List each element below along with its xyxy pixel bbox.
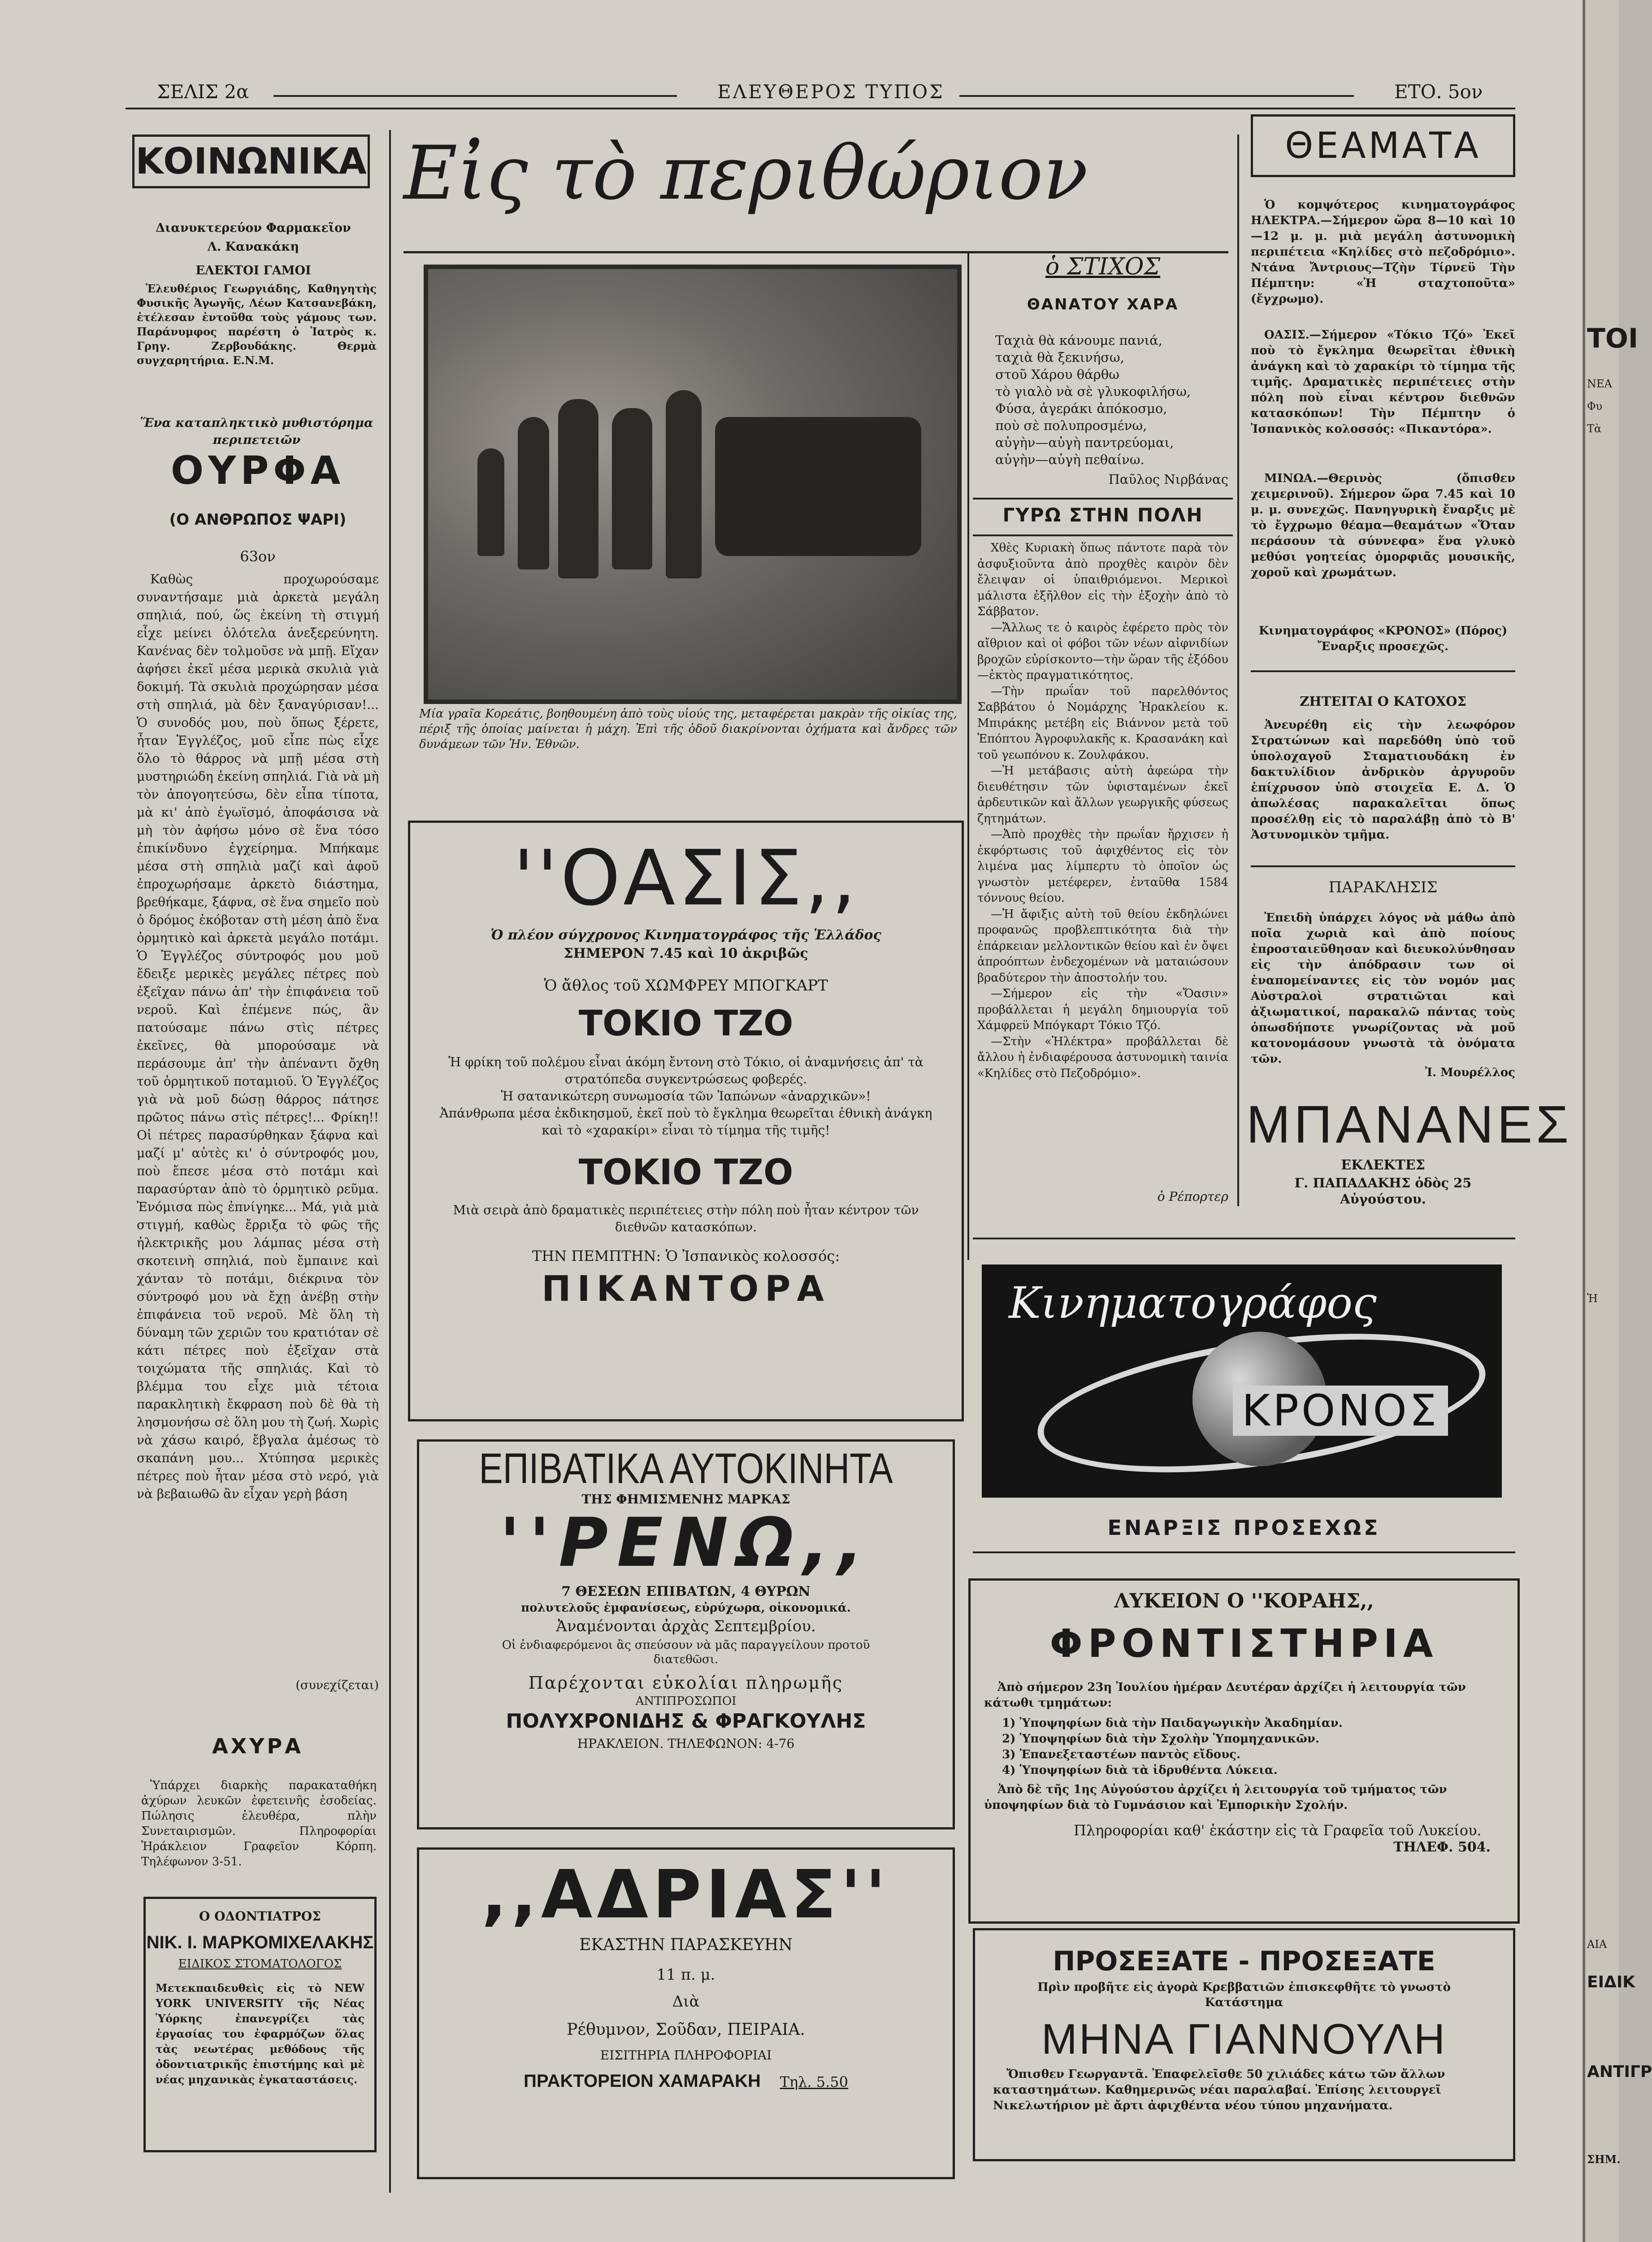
kronos-bottom-rule <box>973 1551 1515 1553</box>
owner-wanted-text: Ἀνευρέθη εἰς τὴν λεωφόρον Στρατώνων καὶ παρεδόθη ὑπὸ τοῦ ὑπολοχαγοῦ Σταματιουδάκη ἐν δακτυλίδιον ἀνδρικὸν ἀργυροῦν ἐπίχρυσον ὑπὸ στοιχεῖα Ε. Δ. Ὁ ἀπωλέσας παρακαλεῖται ὅπως προσέλθῃ εἰς τὸ παραλάβῃ ἀπὸ τὸ Β' Ἀστυνομικὸν τμῆμα. <box>1251 718 1515 842</box>
reno-subtitle: ΤΗΣ ΦΗΜΙΣΜΕΝΗΣ ΜΑΡΚΑΣ <box>581 1492 790 1507</box>
poem-line: ποὺ σὲ πολυπροσμένω, <box>995 418 1147 433</box>
newspaper-name: ΕΛΕΥΘΕΡΟΣ ΤΥΠΟΣ <box>717 81 945 103</box>
next-page-fragment: ΕΙΔΙΚ <box>1587 1973 1635 1991</box>
koraes-august: Ἀπὸ δὲ τῆς 1ης Αὐγούστου ἀρχίζει ἡ λειτουργία τοῦ τμήματος τῶν ὑποψηφίων διὰ τὸ Γυμνάσιον καὶ Ἐμπορικὴν Σχολήν. <box>984 1783 1447 1812</box>
oasis-desc-1: Ἡ φρίκη τοῦ πολέμου εἶναι ἀκόμη ἔντονη στὸ Τόκιο, οἱ ἀναμνήσεις ἀπ' τὰ στρατόπεδα συγκεντρώσεως φοβερές. <box>448 1055 924 1086</box>
header-rule-right <box>959 95 1354 97</box>
oasis-desc-3: Ἀπάνθρωπα μέσα ἐκδικησμοῦ, ἐκεῖ ποὺ τὸ ἔγκλημα θεωρεῖται ἐθνικὴ ἀνάγκη καὶ τὸ «χαρακίρι» εἶναι τὸ τίμημα τῆς τιμῆς! <box>439 1106 932 1138</box>
next-page-fragment: ΑΙΑ <box>1587 1938 1607 1951</box>
dentist-text: Μετεκπαιδευθεὶς εἰς τὸ NEW YORK UNIVERSITY τῆς Νέας Ὑόρκης ἐπανεγρίζει τὰς ἐργασίας του ἐφαρμόζων ὅλας τὰς νεωτέρας μεθόδους τῆς ὀδοντιατρικῆς ἐπιστήμης καὶ μὲ νέας μηχανικὰς ἐγκαταστάσεις. <box>156 1981 364 2086</box>
oasis-cast: Ὁ ἄθλος τοῦ ΧΩΜΦΡΕΥ ΜΠΟΓΚΑΡΤ <box>544 977 828 995</box>
city-news-paragraph: —Ἄλλως τε ὁ καιρὸς ἐφέρετο πρὸς τὸν αἴθριον καὶ οἱ φόβοι τῶν νέων αἰφνιδίων βροχῶν εὐρίσκοντο—τὴν ὥραν τῆς ἐξόδου—ἐκτὸς πραγματικότητος. <box>977 621 1228 682</box>
koraes-item: 3) Ἐπανεξεταστέων παντὸς εἴδους. <box>1002 1748 1240 1761</box>
kronos-script: Κινηματογράφος <box>1009 1278 1377 1328</box>
novel-part: 63ον <box>240 548 276 565</box>
novel-subtitle: (Ο ΑΝΘΡΩΠΟΣ ΨΑΡΙ) <box>169 511 347 529</box>
city-news-author: ὁ Ρέπορτερ <box>1157 1189 1228 1204</box>
reno-cars-ad <box>417 1439 955 1829</box>
next-page-edge <box>1583 0 1652 2242</box>
right-rule-1 <box>1251 670 1515 672</box>
request-text: Ἐπειδὴ ὑπάρχει λόγος νὰ μάθω ἀπὸ ποῖα χωριὰ καὶ ἀπὸ ποίους ἐπροσταιεῦθησαν καὶ διευκολύνθησαν εἰς τὴν ἀπόδρασιν των οἱ ἐναπομείναντες εἰς τὸν νομόν μας Αὐστραλοὶ στρατιῶται καὶ ἀξιωματικοί, παρακαλῶ πάντας τοὺς ὁπωσδήποτε γνωρίζοντας νὰ μοῦ κατονομάσουν γνωστὰ τὰ ὀνόματα τῶν. <box>1251 911 1515 1066</box>
reno-title: ΕΠΙΒΑΤΙΚΑ ΑΥΤΟΚΙΝΗΤΑ <box>479 1444 893 1492</box>
adrias-ship-name: ,,ΑΔΡΙΑΣ'' <box>481 1856 890 1933</box>
photo-figure-4 <box>612 408 652 569</box>
beds-subtitle: Πρὶν προβῆτε εἰς ἀγορὰ Κρεββατιῶν ἐπισκεφθῆτε τὸ γνωστὸ Κατάστημα <box>1037 1981 1451 2009</box>
reno-desc: πολυτελοῦς ἐμφανίσεως, εὐρύχωρα, οἰκονομικά. <box>521 1601 851 1615</box>
straw-title: ΑΧΥΡΑ <box>212 1734 304 1758</box>
beds-text: Ὄπισθεν Γεωργαντᾶ. Ἐπαφελεῖσθε 50 χιλιάδες κάτω τῶν ἄλλων καταστημάτων. Καθημερινῶς νέαι παραλαβαί. Ἐπίσης λειτουργεῖ Νικελωτήριον μὲ ἄρτι ἀφιχθέντα νέου τύπου μηχανήματα. <box>993 2068 1445 2112</box>
next-page-fragment: ΤΟΙ <box>1587 323 1639 354</box>
volume-year: ΕΤΟ. 5ον <box>1394 81 1483 103</box>
city-news-text <box>977 540 1228 1082</box>
poem-lines <box>995 332 1228 468</box>
pharmacy-name: Λ. Κανακάκη <box>207 240 299 254</box>
straw-text: Ὑπάρχει διαρκὴς παρακαταθήκη ἀχύρων λευκῶν ἐφετεινῆς ἐσοδείας. Πώλησις ἐλευθέρα, πλὴν Συνεταιρισμῶν. Πληροφορίαι Ἡράκλειον Γραφεῖον Κόρπη. Τηλέφωνον 3-51. <box>141 1779 377 1868</box>
koraes-intro: Ἀπὸ σήμερον 23η Ἰουλίου ἡμέραν Δευτέραν ἀρχίζει ἡ λειτουργία τῶν κάτωθι τμημάτων: <box>984 1681 1466 1710</box>
beds-title: ΠΡΟΣΕΞΑΤΕ - ΠΡΟΣΕΞΑΤΕ <box>1053 1946 1435 1977</box>
oasis-film-title-2: ΤΟΚΙΟ ΤΖΟ <box>578 1152 793 1193</box>
novel-text: Καθὼς προχωρούσαμε συναντήσαμε μιὰ ἀρκετὰ μεγάλη σπηλιά, πού, ὥς ἐκείνη τὴ στιγμή εἶχε μείνει ὁλότελα ἀνεξερεύνητη. Κανένας δὲν τολμοῦσε νὰ μπῇ. Εἴχαν ἀφήσει ἐκεῖ μέσα μερικὰ σκυλιὰ γιὰ δοκιμή. Τὰ σκυλιὰ προχώρησαν μέσα στὴ σπηλιά, μὰ δὲν ξαναγύρισαν!... Ὁ συνοδός μου, ποὺ ὅπως ξέρετε, ἦταν Ἐγγλέζος, μοῦ εἶπε πὼς εἶχε ὅλο τὸ θάρρος νὰ μπῇ μέσα στὴ μυστηριώδη ἐκείνη σπηλιά. Γιὰ νὰ μὴ τὸν ἀπογοητεύσω, δὲν εἶπα τίποτα, μὰ κι' ἀπὸ ἐγωϊσμό, ἀποφάσισα νὰ μὴ τὸν ἀφήσω μόνο σὲ ἕνα τόσο ἐπικίνδυνο ἐγχείρημα. Μπήκαμε μέσα στὴ σπηλιὰ μαζί καὶ ἀφοῦ ἐπροχωρήσαμε ἀρκετὸ διάστημα, βρεθήκαμε, ξάφνα, σὲ ἕνα σημεῖο ποὺ ὁ δρόμος ἐκόβοταν στὴ μέση ἀπὸ ἕνα ὁρμητικὸ καὶ ἀρκετὰ μεγάλο ποτάμι. Ὁ Ἐγγλέζος σύντροφός μου μοῦ ἔδειξε μερικὲς μεγάλες πέτρες ποὺ ἐξεῖχαν πάνω ἀπ' τὴν ἐπιφάνεια τοῦ νεροῦ. Καὶ ἐπέμενε πώς, ἂν πατούσαμε πάνω στὶς πέτρες ἐκεῖνες, θὰ μπορούσαμε νὰ περάσουμε ἀπ' τὴν ἀπέναντι ὄχθη τοῦ ὁρμητικοῦ ποταμιοῦ. Ὁ Ἐγγλέζος γιὰ νὰ μοῦ δώσῃ θάρρος πάτησε πρῶτος πάνω στὶς πέτρες!... Φρίκη!! Οἱ πέτρες παρασύρθηκαν ξάφνα καὶ μαζί μ' αὐτὲς κι' ὁ σύντροφός μου, ποὺ ἔπεσε μέσα στὸ ποτάμι καὶ παρασύρταν ἀπὸ τὸ ὁρμητικὸ ρεῦμα. Ἐνόμισα πὼς ἐπνίγηκε... Μά, γιὰ μιὰ στιγμή, καθὼς ἔρριξα τὸ φῶς τῆς ἠλεκτρικῆς μου λάμπας μέσα στὴ σκοτεινὴ σπηλιά, ποὺ ἔμπαινε καὶ χάνταν τὸ ποτάμι, διέκρινα τὸν σύντροφό μου νὰ ἔχῃ ἀνέβῃ στὴν ἐπιφάνεια τοῦ νεροῦ. Μὲ ὅλη τὴ δύναμη τῶν χεριῶν του κρατιόταν σὲ κάτι πέτρες ποὺ ἐξεῖχαν στὰ τοιχώματα τῆς σπηλιάς. Καὶ τὸ βλέμμα του εἶχε μιὰ τέτοια παρακλητικὴ ἔκφραση ποὺ δὲ θὰ τὴ λησμονήσω σὲ ὅλη μου τὴ ζωή. Χωρὶς νὰ χάσω καιρό, ἔβγαλα ἀμέσως τὸ σκαπάνη μου... Χτύπησα μερικὲς πέτρες ποὺ ἦταν μέσα στὸ νερό, γιὰ νὰ βεβαιωθῶ ἂν εἶχαν γερὴ βάση <box>137 572 379 1501</box>
kronos-name: ΚΡΟΝΟΣ <box>1233 1386 1448 1436</box>
request-title: ΠΑΡΑΚΛΗΣΙΣ <box>1328 878 1438 896</box>
reno-payment: Παρέχονται εὐκολίαι πληρωμῆς <box>528 1673 844 1693</box>
electra-listing: Ὁ κομψότερος κινηματογράφος ΗΛΕΚΤΡΑ.—Σήμερον ὥρα 8—10 καὶ 10—12 μ. μ. μιὰ μεγάλη ἀστυνομικὴ περιπέτεια «Κηλίδες στὸ πεζοδρόμιο». Ντάνα Ἄντριους—Τζὴν Τίρνεϋ Τὴν Πέμπτην: «Ἡ σταχτοποῦτα» (ἔγχρωμο). <box>1251 198 1515 306</box>
request-signature: Ἰ. Μουρέλλος <box>1425 1066 1515 1079</box>
adrias-phone: Τηλ. 5.50 <box>780 2073 849 2090</box>
banana-subtitle: ΕΚΛΕΚΤΕΣ <box>1341 1157 1425 1173</box>
oasis-film-title: ΤΟΚΙΟ ΤΖΟ <box>578 1004 793 1044</box>
city-news-paragraph: Χθὲς Κυριακὴ ὅπως πάντοτε παρὰ τὸν ἀσφυξιοῦντα ἀπὸ προχθὲς καιρὸν δὲν ἔλειψαν οἱ ὑπαιθριόμενοι. Μερικοὶ μάλιστα ἐξῆλθον εἰς τὴν ἐξοχὴν ἀπὸ τὸ Σάββατον. <box>977 541 1228 618</box>
city-news-title: ΓΥΡΩ ΣΤΗΝ ΠΟΛΗ <box>1002 504 1203 526</box>
oasis-next-film: ΠΙΚΑΝΤΟΡΑ <box>542 1269 830 1309</box>
adrias-agency-row <box>419 2071 953 2091</box>
city-news-paragraph: —Τὴν πρωΐαν τοῦ παρελθόντος Σαββάτου ὁ Νομάρχης Ἡρακλείου κ. Μπιράκης μετέβη εἰς Βιάννον μετὰ τοῦ Ἐπόπτου Ἀγροφυλακῆς κ. Κρασανάκη καὶ τοῦ γεωπόνου κ. Ζουλφάκου. <box>977 684 1228 762</box>
adrias-ship-ad <box>417 1847 955 2179</box>
koraes-info: Πληροφορίαι καθ' ἑκάστην εἰς τὰ Γραφεῖα τοῦ Λυκείου. <box>1074 1822 1482 1839</box>
dentist-name: ΝΙΚ. Ι. ΜΑΡΚΟΜΙΧΕΛΑΚΗΣ <box>146 1933 374 1952</box>
koraes-label: ΛΥΚΕΙΟΝ Ο ''ΚΟΡΑΗΣ,, <box>1114 1590 1374 1612</box>
right-rule-2 <box>1251 865 1515 867</box>
reno-agents-label: ΑΝΤΙΠΡΟΣΩΠΟΙ <box>635 1695 737 1708</box>
next-page-fragment: ΣΗΜ. <box>1587 2153 1621 2166</box>
col-divider-3 <box>1237 135 1239 1206</box>
poem-line: Φύσα, ἀγεράκι ἀπόκοσμο, <box>995 401 1167 416</box>
oasis-showtime: ΣΗΜΕΡΟΝ 7.45 καὶ 10 ἀκριβῶς <box>564 946 808 961</box>
poem-author: Παῦλος Νιρβάνας <box>1108 472 1228 487</box>
adrias-destinations: Ρέθυμνον, Σοῦδαν, ΠΕΙΡΑΙΑ. <box>567 2020 805 2039</box>
next-page-fragment: ΝΕΑ <box>1587 378 1612 390</box>
oasis-name: ''ΟΑΣΙΣ,, <box>513 834 859 923</box>
reno-phone: ΗΡΑΚΛΕΙΟΝ. ΤΗΛΕΦΩΝΟΝ: 4-76 <box>577 1736 795 1751</box>
oasis-desc-2: Ἡ σατανικώτερη συνωμοσία τῶν Ἰαπώνων «ἀναρχικῶν»! <box>501 1089 871 1104</box>
city-news-paragraph: —Στὴν «Ἠλέκτρα» προβάλλεται δὲ ἄλλου ἡ ἐνδιαφέρουσα ἀστυνομικὴ ταινία «Κηλίδες στὸ Πεζοδρόμιο». <box>977 1034 1228 1080</box>
oasis-listing: ΟΑΣΙΣ.—Σήμερον «Τόκιο Τζό» Ἐκεῖ ποὺ τὸ ἔγκλημα θεωρεῖται ἐθνικὴ ἀνάγκη καὶ τὸ χαρακίρι τὸ τίμημα τῆς τιμῆς. Δραματικὲς περιπέτειες στὴν πόλη ποὺ εἶναι κέντρον διεθνῶν κατασκόπων! Τὴν Πέμπτην ὁ Ἰσπανικὸς κολοσσός: «Πικαντόρα». <box>1251 328 1515 436</box>
photo-caption: Μία γραῖα Κορεάτις, βοηθουμένη ἀπὸ τοὺς υἱούς της, μεταφέρεται μακρὰν τῆς οἰκίας της, πέριξ τῆς ὁποίας μαίνεται ἡ μάχη. Ἐπὶ τῆς ὁδοῦ διακρίνονται ὀχήματα καὶ ἄνδρες τῶν δυνάμεων τῶν Ἡν. Ἐθνῶν. <box>419 707 957 751</box>
adrias-time: 11 π. μ. <box>656 1966 715 1984</box>
koraes-item: 1) Ὑποψηφίων διὰ τὴν Παιδαγωγικὴν Ἀκαδημίαν. <box>1002 1716 1343 1730</box>
city-title-rule <box>973 534 1233 536</box>
weddings-text: Ἐλευθέριος Γεωργιάδης, Καθηγητὴς Φυσικῆς Ἀγωγῆς, Λέων Κατσανεβάκη, ἐτέλεσαν ἐντοῦθα τοὺς γάμους των. Παράνυμφος παρέστη ὁ Ἰατρὸς κ. Γρηγ. Ζερβουδάκης. Θερμὰ συγχαρητήρια. Ε.Ν.Μ. <box>137 282 377 367</box>
owner-wanted-title: ΖΗΤΕΙΤΑΙ Ο ΚΑΤΟΧΟΣ <box>1300 694 1466 709</box>
page-number: ΣΕΛΙΣ 2α <box>157 81 249 103</box>
news-photo <box>424 265 962 704</box>
photo-figure-2 <box>518 417 549 569</box>
section-title-social: ΚΟΙΝΩΝΙΚΑ <box>132 135 370 188</box>
adrias-via: Διὰ <box>672 1993 700 2011</box>
city-news-paragraph: —Ἡ μετάβασις αὐτὴ ἀφεώρα τὴν διευθέτησιν τῶν ὑφισταμένων ἐκεῖ ἀρδευτικῶν καὶ ἄλλων γεωργικῆς φύσεως ζητημάτων. <box>977 764 1228 826</box>
poem-section-title: ὁ ΣΤΙΧΟΣ <box>1045 253 1161 280</box>
photo-figure-1 <box>477 448 504 556</box>
kronos-opening-soon: ΕΝΑΡΞΙΣ ΠΡΟΣΕΧΩΣ <box>1107 1516 1381 1540</box>
adrias-info: ΕΙΣΙΤΗΡΙΑ ΠΛΗΡΟΦΟΡΙΑΙ <box>600 2048 772 2063</box>
city-news-paragraph: —Ἀπὸ προχθὲς τὴν πρωΐαν ἤρχισεν ἡ ἐκφόρτωσις τοῦ ἀφιχθέντος εἰς τὸν λιμένα μας λίμπερτυ τὸ ὁποῖον ὡς γνωστὸν μετέφερεν, ἐνταῦθα 1584 τόννους θείου. <box>977 828 1228 905</box>
next-page-fragment: ΑΝΤΙΓΡ <box>1587 2063 1652 2081</box>
city-news-paragraph: —Σήμερον εἰς τὴν «Ὄασιν» προβάλλεται ἡ μεγάλη δημιουργία τοῦ Χάμφρεϋ Μπόγκαρτ Τόκιο Τζό. <box>977 987 1228 1032</box>
koraes-school-ad <box>968 1578 1520 1924</box>
city-news-paragraph: —Ἡ ἄφιξις αὐτὴ τοῦ θείου ἐκδηλώνει προφανῶς προβλεπτικότητα διὰ τὴν ἐπάρκειαν μελλοντικῶν θείου καὶ ἐν ὄψει ἀπροόπτων ἐνδεχομένων νὰ ματαιώσουν βραδύτερον τὴν ἀποστολήν του. <box>977 907 1228 985</box>
novel-intro: Ἕνα καταπληκτικὸ μυθιστόρημα περιπετειῶν <box>140 416 373 447</box>
poem-line: Ταχιὰ θὰ κάνουμε πανιά, <box>995 333 1162 348</box>
photo-figure-3 <box>558 399 598 578</box>
section-title-shows: ΘΕΑΜΑΤΑ <box>1251 114 1515 177</box>
col-divider-2 <box>967 251 969 1260</box>
reno-request: Οἱ ἐνδιαφερόμενοι ἂς σπεύσουν νὰ μᾶς παραγγείλουν προτοῦ διατεθῶσι. <box>502 1638 870 1666</box>
reno-arrival: Ἀναμένονται ἀρχὰς Σεπτεμβρίου. <box>556 1617 816 1635</box>
minos-listing: ΜΙΝΩΑ.—Θερινὸς (ὄπισθεν χειμερινοῦ). Σήμερον ὥρα 7.45 καὶ 10 μ. μ. συνεχῶς. Πανηγυρικὴ ἔναρξις μὲ τὸ ἔγχρωμο θέαμα—θεαμάτων «Ὅταν περάσουν τὰ σύννεφα» ἕνα γλυκὸ μεθύσι γοητείας ὀμορφιᾶς μουσικῆς, χοροῦ καὶ χρωμάτων. <box>1251 472 1515 579</box>
col-divider-1 <box>389 130 391 2193</box>
pharmacy-line: Διανυκτερεύον Φαρμακεῖον <box>156 221 351 235</box>
poem-line: αὐγὴν—αὐγὴ παντρεύομαι, <box>995 435 1174 450</box>
poem-line: ταχιὰ θὰ ξεκινήσω, <box>995 350 1124 365</box>
next-page-fragment: Ἡ <box>1587 1292 1598 1305</box>
reno-spec: 7 ΘΕΣΕΩΝ ΕΠΙΒΑΤΩΝ, 4 ΘΥΡΩΝ <box>561 1584 811 1599</box>
weddings-title: ΕΛΕΚΤΟΙ ΓΑΜΟΙ <box>195 264 311 278</box>
kronos-cinema-ad <box>982 1264 1502 1498</box>
dentist-label: Ο ΟΔΟΝΤΙΑΤΡΟΣ <box>199 1909 321 1924</box>
photo-jeep <box>715 417 921 556</box>
next-page-fragment: Τὰ <box>1587 422 1602 435</box>
poem-line: αὐγὴν—αὐγὴ πεθαίνω. <box>995 452 1145 467</box>
reno-agents: ΠΟΛΥΧΡΟΝΙΔΗΣ & ΦΡΑΓΚΟΥΛΗΣ <box>506 1710 866 1733</box>
dentist-title: ΕΙΔΙΚΟΣ ΣΤΟΜΑΤΟΛΟΓΟΣ <box>178 1957 342 1971</box>
poem-line: στοῦ Χάρου θάρθω <box>995 367 1119 382</box>
koraes-phone: ΤΗΛΕΦ. 504. <box>1393 1839 1491 1855</box>
banana-title: ΜΠΑΝΑΝΕΣ <box>1246 1095 1573 1154</box>
novel-continues: (συνεχίζεται) <box>295 1678 379 1692</box>
adrias-day: ΕΚΑΣΤΗΝ ΠΑΡΑΣΚΕΥΗΝ <box>579 1936 793 1954</box>
koraes-item: 2) Ὑποψηφίων διὰ τὴν Σχολὴν Ὑπομηχανικῶν. <box>1002 1732 1319 1746</box>
adrias-agency: ΠΡΑΚΤΟΡΕΙΟΝ ΧΑΜΑΡΑΚΗ <box>523 2071 761 2091</box>
poem-rule <box>973 498 1233 500</box>
koraes-title: ΦΡΟΝΤΙΣΤΗΡΙΑ <box>1049 1621 1439 1666</box>
kronos-note: Κινηματογράφος «ΚΡΟΝΟΣ» (Πόρος) Ἔναρξις προσεχῶς. <box>1258 624 1508 653</box>
photo-figure-5 <box>666 390 702 578</box>
kronos-top-rule <box>973 1238 1515 1239</box>
poem-title: ΘΑΝΑΤΟΥ ΧΑΡΑ <box>1027 295 1179 313</box>
beds-shop-ad <box>973 1928 1515 2161</box>
banana-seller: Γ. ΠΑΠΑΔΑΚΗΣ ὁδὸς 25 Αὐγούστου. <box>1294 1175 1472 1207</box>
koraes-items <box>1002 1716 1504 1778</box>
oasis-tagline: Ὁ πλέον σύγχρονος Κινηματογράφος τῆς Ἑλλάδος <box>490 927 881 943</box>
koraes-item: 4) Ὑποψηφίων διὰ τὰ ἱδρυθέντα Λύκεια. <box>1002 1764 1278 1777</box>
reno-brand: ''ΡΕΝΩ,, <box>499 1504 872 1582</box>
dentist-ad <box>143 1897 377 2152</box>
section-title-margin: Εἰς τὸ περιθώριον <box>403 130 1088 216</box>
oasis-cinema-ad <box>408 821 964 1421</box>
next-page-fragment: Φυ <box>1587 400 1603 413</box>
oasis-desc-4: Μιὰ σειρὰ ἀπὸ δραματικὲς περιπέτειες στὴν πόλη ποὺ ἦταν κέντρον τῶν διεθνῶν κατασκόπων. <box>453 1203 919 1234</box>
header-rule-top <box>126 108 1515 109</box>
header-rule-left <box>273 95 677 97</box>
novel-title: ΟΥΡΦΑ <box>170 448 345 493</box>
beds-shop-name: ΜΗΝΑ ΓΙΑΝΝΟΥΛΗ <box>1041 2015 1447 2063</box>
poem-line: τὸ γιαλὸ νὰ σὲ γλυκοφιλήσω, <box>995 384 1191 399</box>
oasis-thursday: ΤΗΝ ΠΕΜΠΤΗΝ: Ὁ Ἰσπανικὸς κολοσσός: <box>532 1247 840 1264</box>
